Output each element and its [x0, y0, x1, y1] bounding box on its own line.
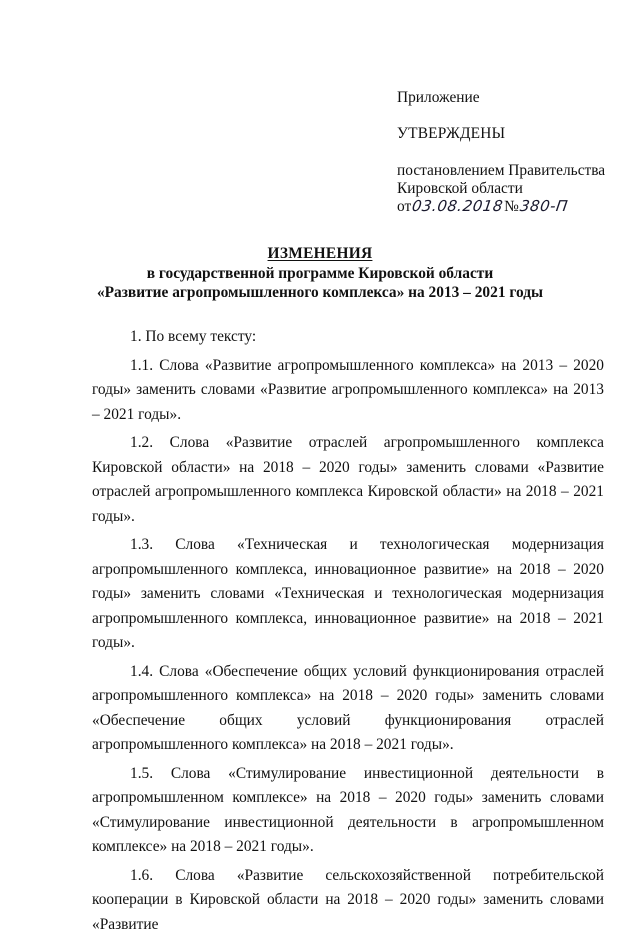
decree-date-handwritten: 03.08.2018 [410, 197, 506, 216]
title-heading: ИЗМЕНЕНИЯ [0, 244, 640, 264]
decree-line-1: постановлением Правительства [397, 161, 637, 179]
paragraph-1-3: 1.3. Слова «Техническая и технологическая модернизация агропромышленного комплекса, инновационное развитие» на 2018 – 2020 годы» заменить словами «Техническая и технологическая модернизация агропромышленного комплекса, инновационное развитие» на 2018 – 2021 годы». [92, 533, 604, 656]
appendix-label: Приложение [397, 88, 637, 107]
document-body [92, 325, 604, 937]
approval-block [397, 88, 637, 215]
decree-number-prefix: № [504, 197, 519, 216]
paragraph-1-6: 1.6. Слова «Развитие сельскохозяйственной потребительской кооперации в Кировской области на 2018 – 2020 годы» заменить словами «Развитие [92, 864, 604, 937]
document-title [0, 244, 640, 303]
decree-number-handwritten: 380-П [517, 197, 569, 216]
paragraph-1-4: 1.4. Слова «Обеспечение общих условий функционирования отраслей агропромышленного комплекса» на 2018 – 2020 годы» заменить словами «Обеспечение общих условий функционирования отраслей агропромышленного комплекса» на 2018 – 2021 годы». [92, 660, 604, 758]
title-subheading-2: «Развитие агропромышленного комплекса» на 2013 – 2021 годы [0, 283, 640, 303]
paragraph-1-1: 1.1. Слова «Развитие агропромышленного комплекса» на 2013 – 2020 годы» заменить словами «Развитие агропромышленного комплекса» на 2013 – 2021 годы». [92, 354, 604, 428]
intro-paragraph: 1. По всему тексту: [92, 325, 604, 350]
paragraph-1-5: 1.5. Слова «Стимулирование инвестиционной деятельности в агропромышленном комплексе» на 2018 – 2020 годы» заменить словами «Стимулирование инвестиционной деятельности в агропромышленном комплексе» на 2018 – 2021 годы». [92, 762, 604, 860]
approved-label: УТВЕРЖДЕНЫ [397, 124, 637, 143]
paragraph-1-2: 1.2. Слова «Развитие отраслей агропромышленного комплекса Кировской области» на 2018 – 2020 годы» заменить словами «Развитие отраслей агропромышленного комплекса Кировской области» на 2018 – 2021 годы». [92, 431, 604, 529]
decree-date-number [397, 197, 637, 215]
decree-line-2: Кировской области [397, 179, 637, 197]
decree-reference [397, 161, 637, 215]
title-subheading-1: в государственной программе Кировской области [0, 264, 640, 284]
decree-from-label: от [397, 197, 411, 216]
